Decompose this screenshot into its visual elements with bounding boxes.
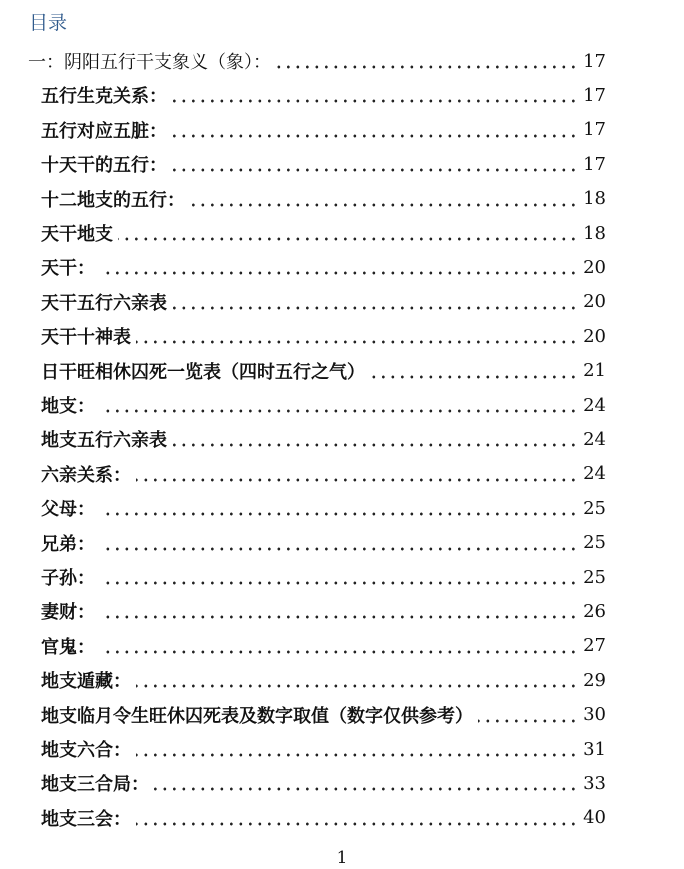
toc-dot-leader bbox=[100, 512, 578, 516]
toc-entry[interactable] bbox=[28, 44, 606, 78]
toc-entry[interactable] bbox=[41, 560, 606, 594]
toc-entry-page: 29 bbox=[583, 669, 606, 691]
toc-dot-leader bbox=[276, 65, 578, 69]
toc-entry[interactable] bbox=[41, 285, 606, 319]
toc-entry-title: 地支三合局： bbox=[41, 774, 149, 796]
toc-entry-page: 20 bbox=[583, 256, 606, 278]
toc-dot-leader bbox=[478, 719, 578, 723]
toc-dot-leader bbox=[370, 375, 578, 379]
toc-dot-leader bbox=[100, 615, 578, 619]
toc-entry-title: 天干： bbox=[41, 258, 95, 280]
toc-entry-page: 20 bbox=[583, 291, 606, 313]
toc-dot-leader bbox=[136, 340, 578, 344]
toc-entry-page: 24 bbox=[583, 394, 606, 416]
toc-entry[interactable] bbox=[41, 250, 606, 284]
toc-dot-leader bbox=[172, 134, 578, 138]
toc-entry-title: 官鬼： bbox=[41, 636, 95, 658]
toc-entry-title: 一：阴阳五行干支象义（象）： bbox=[28, 52, 271, 73]
toc-entry-title: 五行对应五脏： bbox=[41, 120, 167, 142]
toc-entry-title: 日干旺相休囚死一览表（四时五行之气） bbox=[41, 361, 365, 383]
toc-entry-page: 21 bbox=[583, 360, 606, 382]
toc-entry-page: 30 bbox=[583, 704, 606, 726]
toc-entry-page: 17 bbox=[583, 84, 606, 106]
toc-entry-page: 17 bbox=[583, 153, 606, 175]
toc-dot-leader bbox=[172, 168, 578, 172]
toc-dot-leader bbox=[172, 99, 578, 103]
toc-entry[interactable] bbox=[41, 113, 606, 147]
toc-entry[interactable] bbox=[41, 801, 606, 835]
toc-entry[interactable] bbox=[41, 526, 606, 560]
toc-entry-title: 地支： bbox=[41, 396, 95, 417]
toc-entry-title: 天干五行六亲表 bbox=[41, 292, 167, 314]
toc-entry[interactable] bbox=[41, 491, 606, 525]
toc-entry[interactable] bbox=[41, 216, 606, 250]
toc-entry-page: 17 bbox=[583, 119, 606, 141]
toc-dot-leader bbox=[136, 684, 578, 688]
toc-entry-title: 妻财： bbox=[41, 602, 95, 624]
toc-dot-leader bbox=[190, 203, 578, 207]
toc-entry-title: 地支临月令生旺休囚死表及数字取值（数字仅供参考） bbox=[41, 705, 473, 727]
toc-heading: 目录 bbox=[29, 12, 68, 34]
toc-dot-leader bbox=[172, 443, 578, 447]
toc-entry[interactable] bbox=[41, 698, 606, 732]
toc-dot-leader bbox=[100, 271, 578, 275]
toc-entry-title: 十天干的五行： bbox=[41, 155, 167, 177]
toc-entry-page: 17 bbox=[583, 50, 606, 72]
toc-entry-title: 十二地支的五行： bbox=[41, 189, 185, 211]
toc-entry[interactable] bbox=[41, 422, 606, 456]
toc-dot-leader bbox=[100, 650, 578, 654]
toc-entry-title: 天干地支 bbox=[41, 224, 113, 245]
toc-entry[interactable] bbox=[41, 147, 606, 181]
toc-entry-title: 天干十神表 bbox=[41, 327, 131, 349]
toc-entry-page: 18 bbox=[583, 222, 606, 244]
toc-entry[interactable] bbox=[41, 629, 606, 663]
toc-dot-leader bbox=[136, 753, 578, 757]
toc-entry-title: 地支遁藏： bbox=[41, 671, 131, 693]
toc-entry[interactable] bbox=[41, 766, 606, 800]
toc-entry-title: 子孙： bbox=[41, 568, 95, 589]
toc-entry-page: 25 bbox=[583, 497, 606, 519]
toc-entry-page: 25 bbox=[583, 532, 606, 554]
toc-dot-leader bbox=[136, 478, 578, 482]
toc-dot-leader bbox=[118, 237, 578, 241]
toc-dot-leader bbox=[172, 306, 578, 310]
page-number: 1 bbox=[336, 848, 348, 868]
toc-entry-title: 六亲关系： bbox=[41, 464, 131, 486]
toc-dot-leader bbox=[136, 822, 578, 826]
toc-entry[interactable] bbox=[41, 457, 606, 491]
toc-entry-title: 地支五行六亲表 bbox=[41, 430, 167, 452]
toc-entry-title: 父母： bbox=[41, 499, 95, 521]
toc-entry-title: 地支六合： bbox=[41, 740, 131, 761]
toc-dot-leader bbox=[154, 787, 578, 791]
toc-entry-title: 地支三会： bbox=[41, 808, 131, 830]
toc-dot-leader bbox=[100, 547, 578, 551]
toc-entry-page: 31 bbox=[583, 738, 606, 760]
toc-entry[interactable] bbox=[41, 663, 606, 697]
toc-entry[interactable] bbox=[41, 388, 606, 422]
toc-entry-page: 33 bbox=[583, 772, 606, 794]
toc-dot-leader bbox=[100, 409, 578, 413]
toc-entry-page: 24 bbox=[583, 428, 606, 450]
toc-entry-page: 24 bbox=[583, 463, 606, 485]
toc-entry[interactable] bbox=[41, 732, 606, 766]
toc-entry-page: 18 bbox=[583, 188, 606, 210]
toc-entry[interactable] bbox=[41, 354, 606, 388]
toc-entry-title: 五行生克关系： bbox=[41, 86, 167, 108]
toc-entry[interactable] bbox=[41, 182, 606, 216]
toc-entry-title: 兄弟： bbox=[41, 533, 95, 555]
toc-entry[interactable] bbox=[41, 594, 606, 628]
toc-entry[interactable] bbox=[41, 78, 606, 112]
toc-entry[interactable] bbox=[41, 319, 606, 353]
toc-dot-leader bbox=[100, 581, 578, 585]
toc-entry-page: 27 bbox=[583, 635, 606, 657]
toc-entry-page: 25 bbox=[583, 566, 606, 588]
toc-entry-page: 40 bbox=[583, 807, 606, 829]
toc-entry-page: 26 bbox=[583, 600, 606, 622]
toc-entry-page: 20 bbox=[583, 325, 606, 347]
